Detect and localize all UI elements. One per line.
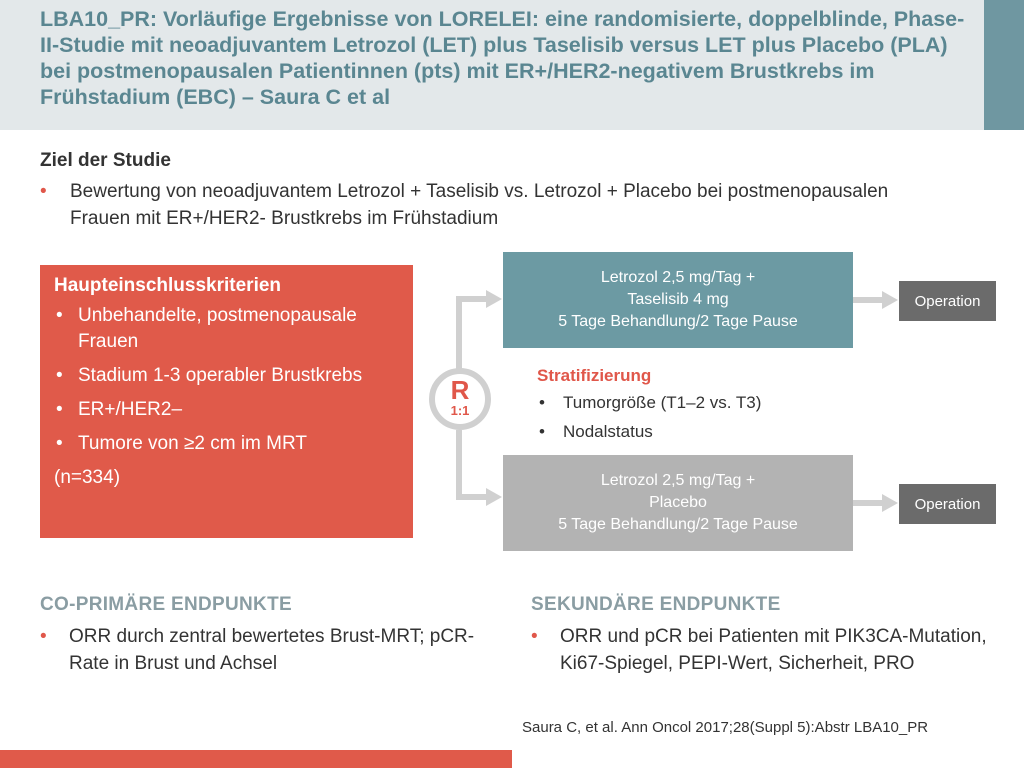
arrow-upper-icon [486, 290, 502, 308]
bullet-icon: • [539, 393, 545, 412]
arrow-op2-icon [882, 494, 898, 512]
slide-title: LBA10_PR: Vorläufige Ergebnisse von LORELEI: eine randomisierte, doppelblinde, Phase-II-Studie mit neoadjuvantem Letrozol (LET) plus Taselisib versus LET plus Placebo (PLA) bei postmenopausalen Patientinnen (pts) mit ER+/HER2-negativem Brustkrebs im Frühstadium (EBC) – Saura C et al [40, 7, 965, 109]
criteria-item [54, 397, 399, 423]
stratification-item [537, 393, 761, 413]
secondary-endpoints-bullet [531, 623, 991, 677]
criteria-item [54, 431, 399, 457]
arm-taselisib [503, 252, 853, 348]
criteria-title: Haupteinschlusskriterien [54, 275, 282, 296]
bullet-icon: • [56, 365, 63, 386]
randomization-letter: R [450, 375, 470, 405]
secondary-endpoints-heading: SEKUNDÄRE ENDPUNKTE [531, 594, 781, 615]
arm-line: Letrozol 2,5 mg/Tag + [600, 269, 756, 286]
bullet-icon: • [56, 305, 63, 326]
operation-box: Operation [899, 281, 996, 321]
criteria-item-text: Unbehandelte, postmenopausale Frauen [78, 305, 357, 352]
criteria-item-text: Tumore von ≥2 cm im MRT [78, 433, 307, 454]
arm-line: Letrozol 2,5 mg/Tag + [600, 472, 756, 489]
citation: Saura C, et al. Ann Oncol 2017;28(Suppl 5):Abstr LBA10_PR [522, 719, 929, 736]
primary-endpoints-bullet [40, 623, 510, 677]
stratification-item-text: Nodalstatus [563, 422, 653, 441]
criteria-item-text: ER+/HER2– [78, 399, 183, 420]
aim-text: Bewertung von neoadjuvantem Letrozol + Taselisib vs. Letrozol + Placebo bei postmenopausalen Frauen mit ER+/HER2- Brustkrebs im Frühstadium [70, 181, 889, 229]
stratification-item [537, 422, 653, 442]
bullet-icon: • [56, 399, 63, 420]
randomization-circle [429, 368, 491, 430]
secondary-endpoints-text: ORR und pCR bei Patienten mit PIK3CA-Mutation, Ki67-Spiegel, PEPI-Wert, Sicherheit, PRO [560, 626, 987, 674]
criteria-item [54, 363, 399, 389]
connector-lower [459, 430, 488, 497]
sample-size: (n=334) [54, 467, 121, 488]
bullet-icon: • [539, 422, 545, 441]
arm-line: 5 Tage Behandlung/2 Tage Pause [558, 516, 798, 533]
arm-placebo [503, 455, 853, 551]
stratification-title: Stratifizierung [537, 366, 652, 385]
criteria-item [54, 303, 399, 355]
connector-upper [459, 299, 488, 374]
arrow-op1-icon [882, 291, 898, 309]
footer-bar [0, 750, 512, 768]
arm-line: Taselisib 4 mg [627, 291, 729, 308]
criteria-item-text: Stadium 1-3 operabler Brustkrebs [78, 365, 363, 386]
arrow-lower-icon [486, 488, 502, 506]
randomization-ratio: 1:1 [450, 403, 470, 418]
stratification-item-text: Tumorgröße (T1–2 vs. T3) [563, 393, 762, 412]
operation-box: Operation [899, 484, 996, 524]
bullet-icon: • [40, 181, 47, 202]
bullet-icon: • [56, 433, 63, 454]
bullet-icon: • [531, 626, 538, 647]
arm-line: 5 Tage Behandlung/2 Tage Pause [558, 313, 798, 330]
primary-endpoints-heading: CO-PRIMÄRE ENDPUNKTE [40, 594, 292, 615]
aim-heading: Ziel der Studie [40, 150, 171, 171]
arm-line: Placebo [649, 494, 707, 511]
primary-endpoints-text: ORR durch zentral bewertetes Brust-MRT; pCR-Rate in Brust und Achsel [69, 626, 475, 674]
inclusion-criteria-box [40, 265, 413, 538]
bullet-icon: • [40, 626, 47, 647]
